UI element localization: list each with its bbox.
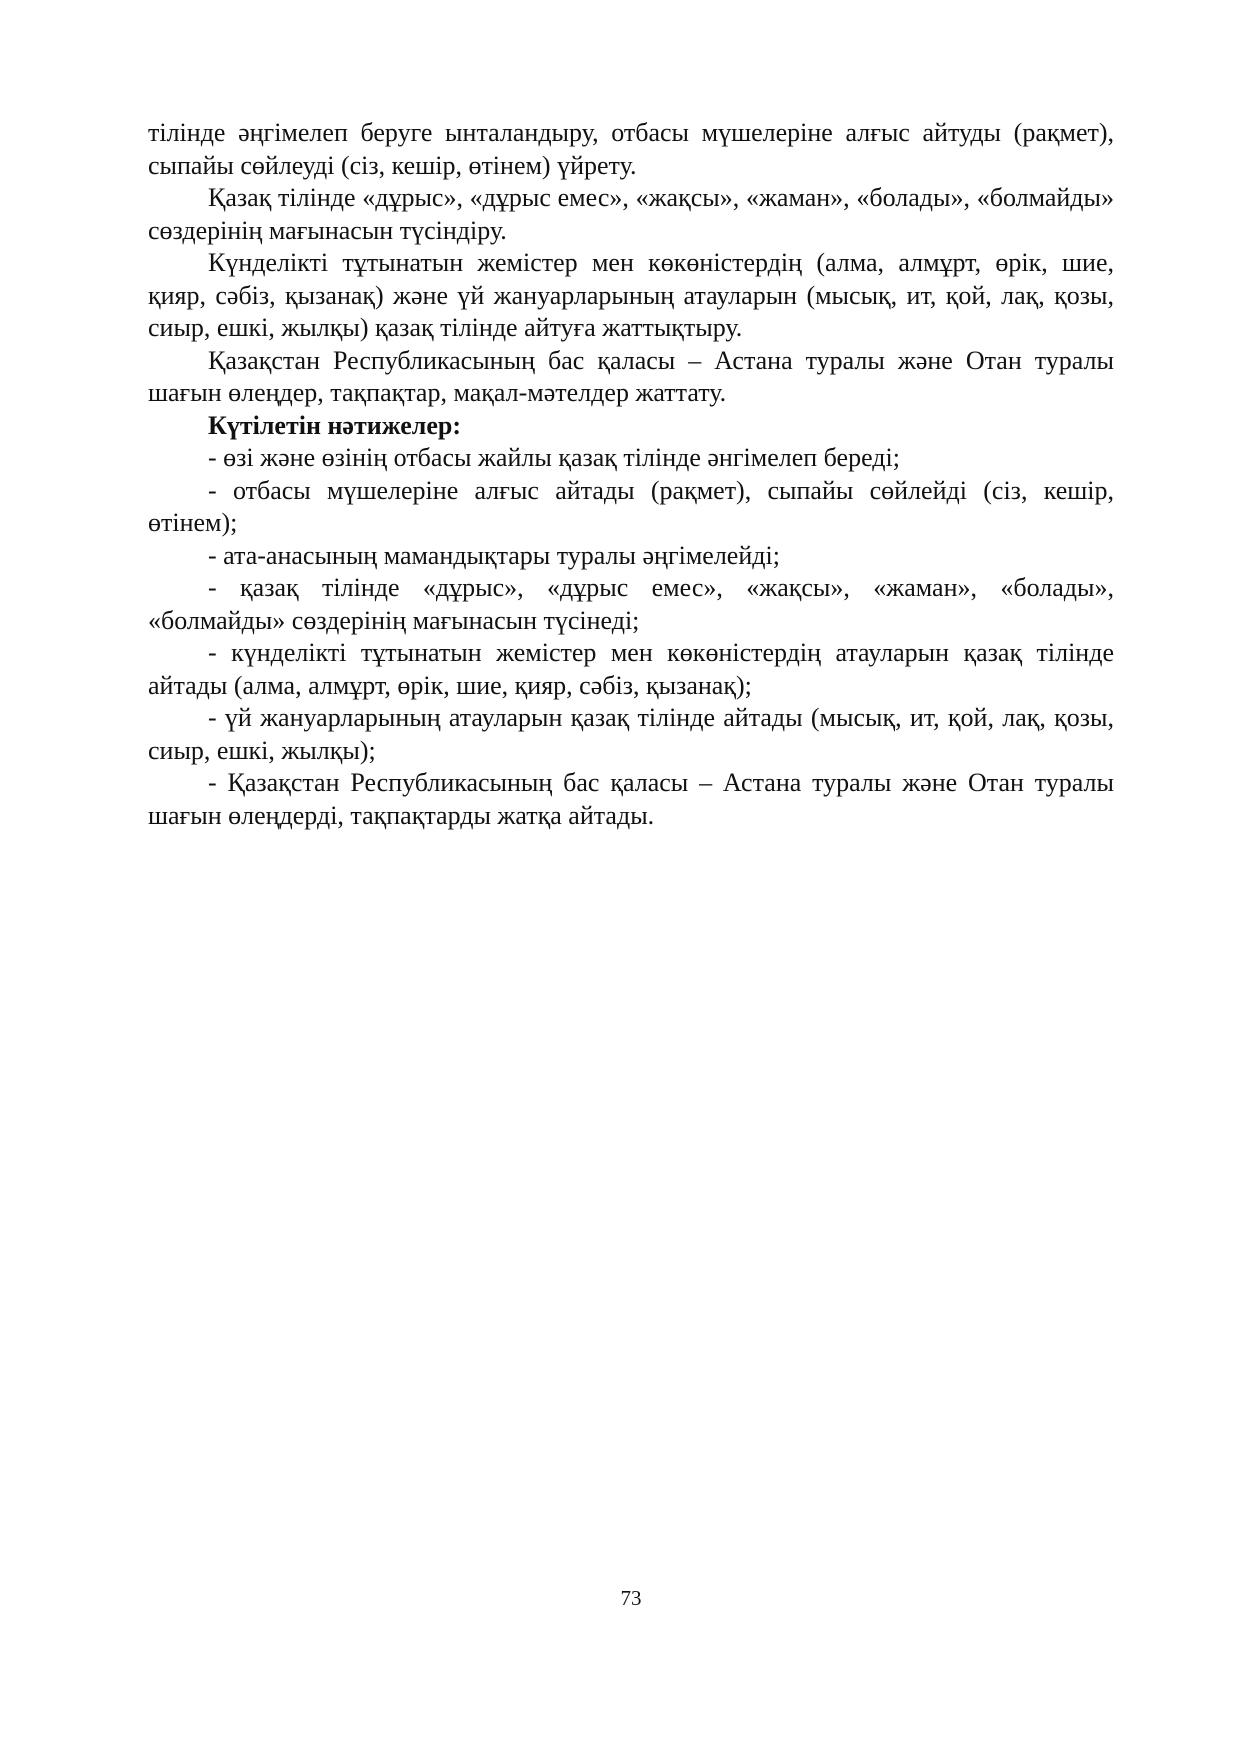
paragraph-intro-continuation: тілінде әңгімелеп беруге ынталандыру, отбасы мүшелеріне алғыс айтуды (рақмет), сыпайы сөйлеуді (сіз, кешір, өтінем) үйрету. — [148, 118, 1114, 180]
result-item-astana: - Қазақстан Республикасының бас қаласы – Астана туралы және Отан туралы шағын өлеңдерді, тақпақтарды жатқа айтады. — [148, 768, 1114, 830]
result-item-fruits: - күнделікті тұтынатын жемістер мен көкөністердің атауларын қазақ тілінде айтады (алма, алмұрт, өрік, шие, қияр, сәбіз, қызанақ); — [148, 638, 1114, 700]
result-item-animals: - үй жануарларының атауларын қазақ тілінде айтады (мысық, ит, қой, лақ, қозы, сиыр, ешкі, жылқы); — [148, 703, 1114, 765]
page-body — [148, 117, 1114, 832]
result-item-politeness: - отбасы мүшелеріне алғыс айтады (рақмет), сыпайы сөйлейді (сіз, кешір, өтінем); — [148, 475, 1114, 537]
result-item-family: - өзі және өзінің отбасы жайлы қазақ тілінде әнгімелеп береді; — [208, 443, 900, 472]
paragraph-fruits-animals: Күнделікті тұтынатын жемістер мен көкөністердің (алма, алмұрт, өрік, шие, қияр, сәбіз, қызанақ) және үй жануарларының атауларын (мысық, ит, қой, лақ, қозы, сиыр, ешкі, жылқы) қазақ тілінде айтуға жаттықтыру. — [148, 248, 1114, 342]
result-item-words-meaning: - қазақ тілінде «дұрыс», «дұрыс емес», «жақсы», «жаман», «болады», «болмайды» сөздерінің мағынасын түсінеді; — [148, 573, 1114, 635]
paragraph-astana-poems: Қазақстан Республикасының бас қаласы – Астана туралы және Отан туралы шағын өлеңдер, тақпақтар, мақал-мәтелдер жаттату. — [148, 345, 1114, 407]
page-number: 73 — [620, 1586, 642, 1610]
results-heading: Күтілетін нәтижелер: — [208, 410, 462, 440]
paragraph-words-meaning: Қазақ тілінде «дұрыс», «дұрыс емес», «жақсы», «жаман», «болады», «болмайды» сөздерінің мағынасын түсіндіру. — [148, 183, 1114, 245]
result-item-professions: - ата-анасының мамандықтары туралы әңгімелейді; — [208, 540, 780, 570]
